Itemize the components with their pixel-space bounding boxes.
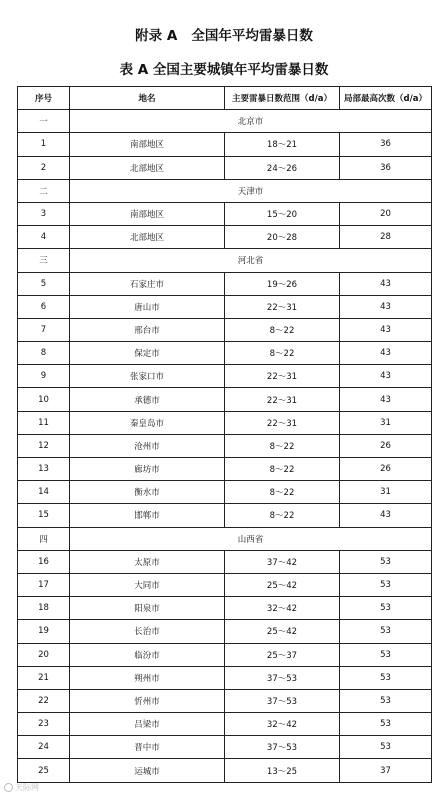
row-local-max: 53: [340, 736, 432, 759]
row-number: 15: [18, 504, 70, 527]
row-local-max: 53: [340, 666, 432, 689]
row-number: 10: [18, 388, 70, 411]
table-row: [18, 318, 432, 341]
row-local-max: 53: [340, 550, 432, 573]
group-number: 一: [18, 110, 70, 133]
row-local-max: 20: [340, 202, 432, 225]
row-number: 25: [18, 759, 70, 782]
row-number: 3: [18, 202, 70, 225]
row-place-name: 临汾市: [70, 643, 225, 666]
watermark-logo-icon: [4, 783, 13, 792]
thunderstorm-days-table: [17, 86, 432, 783]
row-place-name: 北部地区: [70, 226, 225, 249]
row-number: 16: [18, 550, 70, 573]
row-main-range: 8～22: [225, 342, 340, 365]
row-number: 5: [18, 272, 70, 295]
row-main-range: 25～37: [225, 643, 340, 666]
table-row: [18, 156, 432, 179]
row-number: 8: [18, 342, 70, 365]
row-local-max: 53: [340, 643, 432, 666]
row-place-name: 北部地区: [70, 156, 225, 179]
row-local-max: 31: [340, 411, 432, 434]
table-row: [18, 481, 432, 504]
row-local-max: 53: [340, 573, 432, 596]
row-main-range: 15～20: [225, 202, 340, 225]
row-main-range: 25～42: [225, 620, 340, 643]
table-row: [18, 388, 432, 411]
table-body: [18, 110, 432, 782]
row-number: 18: [18, 597, 70, 620]
row-number: 20: [18, 643, 70, 666]
row-local-max: 26: [340, 458, 432, 481]
row-place-name: 邢台市: [70, 318, 225, 341]
row-number: 9: [18, 365, 70, 388]
table-group-row: [18, 110, 432, 133]
row-number: 19: [18, 620, 70, 643]
group-region-name: 北京市: [70, 110, 432, 133]
row-place-name: 运城市: [70, 759, 225, 782]
row-main-range: 37～53: [225, 689, 340, 712]
row-number: 6: [18, 295, 70, 318]
row-place-name: 秦皇岛市: [70, 411, 225, 434]
row-place-name: 阳泉市: [70, 597, 225, 620]
watermark-text: 天际网: [15, 783, 39, 792]
table-row: [18, 295, 432, 318]
row-place-name: 承德市: [70, 388, 225, 411]
row-number: 12: [18, 434, 70, 457]
watermark: [4, 782, 39, 793]
table-row: [18, 434, 432, 457]
row-place-name: 吕梁市: [70, 713, 225, 736]
row-main-range: 32～42: [225, 597, 340, 620]
table-row: [18, 411, 432, 434]
row-place-name: 南部地区: [70, 202, 225, 225]
row-local-max: 43: [340, 342, 432, 365]
table-row: [18, 713, 432, 736]
row-place-name: 衡水市: [70, 481, 225, 504]
row-local-max: 26: [340, 434, 432, 457]
table-row: [18, 689, 432, 712]
group-number: 四: [18, 527, 70, 550]
table-header-row: [18, 87, 432, 110]
row-main-range: 20～28: [225, 226, 340, 249]
row-place-name: 晋中市: [70, 736, 225, 759]
row-local-max: 43: [340, 272, 432, 295]
table-group-row: [18, 527, 432, 550]
table-row: [18, 620, 432, 643]
row-local-max: 43: [340, 295, 432, 318]
row-place-name: 廊坊市: [70, 458, 225, 481]
row-place-name: 太原市: [70, 550, 225, 573]
row-number: 7: [18, 318, 70, 341]
row-place-name: 长治市: [70, 620, 225, 643]
group-region-name: 河北省: [70, 249, 432, 272]
row-number: 4: [18, 226, 70, 249]
table-row: [18, 666, 432, 689]
table-row: [18, 272, 432, 295]
row-number: 14: [18, 481, 70, 504]
group-number: 三: [18, 249, 70, 272]
row-main-range: 8～22: [225, 458, 340, 481]
row-number: 22: [18, 689, 70, 712]
row-local-max: 36: [340, 133, 432, 156]
row-main-range: 8～22: [225, 481, 340, 504]
row-number: 24: [18, 736, 70, 759]
row-local-max: 37: [340, 759, 432, 782]
row-number: 2: [18, 156, 70, 179]
row-main-range: 22～31: [225, 365, 340, 388]
row-main-range: 22～31: [225, 411, 340, 434]
table-row: [18, 365, 432, 388]
table-row: [18, 504, 432, 527]
row-place-name: 石家庄市: [70, 272, 225, 295]
table-row: [18, 550, 432, 573]
table-row: [18, 573, 432, 596]
group-region-name: 天津市: [70, 179, 432, 202]
row-main-range: 19～26: [225, 272, 340, 295]
row-main-range: 22～31: [225, 295, 340, 318]
table-row: [18, 597, 432, 620]
row-main-range: 37～53: [225, 736, 340, 759]
header-place-name: 地名: [70, 87, 225, 110]
table-row: [18, 643, 432, 666]
row-local-max: 43: [340, 388, 432, 411]
table-row: [18, 342, 432, 365]
row-main-range: 37～42: [225, 550, 340, 573]
table-row: [18, 759, 432, 782]
row-local-max: 43: [340, 365, 432, 388]
row-main-range: 22～31: [225, 388, 340, 411]
row-place-name: 朔州市: [70, 666, 225, 689]
row-place-name: 南部地区: [70, 133, 225, 156]
row-local-max: 31: [340, 481, 432, 504]
row-local-max: 53: [340, 689, 432, 712]
group-region-name: 山西省: [70, 527, 432, 550]
row-main-range: 18～21: [225, 133, 340, 156]
row-place-name: 保定市: [70, 342, 225, 365]
row-main-range: 32～42: [225, 713, 340, 736]
row-place-name: 唐山市: [70, 295, 225, 318]
row-place-name: 沧州市: [70, 434, 225, 457]
header-main-range: 主要雷暴日数范围（d/a）: [225, 87, 340, 110]
row-place-name: 张家口市: [70, 365, 225, 388]
row-local-max: 53: [340, 620, 432, 643]
table-row: [18, 133, 432, 156]
table-group-row: [18, 179, 432, 202]
row-main-range: 8～22: [225, 434, 340, 457]
table-row: [18, 736, 432, 759]
row-local-max: 53: [340, 597, 432, 620]
row-local-max: 53: [340, 713, 432, 736]
row-local-max: 28: [340, 226, 432, 249]
row-number: 11: [18, 411, 70, 434]
row-number: 23: [18, 713, 70, 736]
row-place-name: 忻州市: [70, 689, 225, 712]
row-main-range: 25～42: [225, 573, 340, 596]
row-local-max: 36: [340, 156, 432, 179]
row-main-range: 37～53: [225, 666, 340, 689]
row-local-max: 43: [340, 504, 432, 527]
row-main-range: 8～22: [225, 504, 340, 527]
row-place-name: 邯郸市: [70, 504, 225, 527]
table-row: [18, 226, 432, 249]
group-number: 二: [18, 179, 70, 202]
row-number: 21: [18, 666, 70, 689]
row-number: 1: [18, 133, 70, 156]
header-number: 序号: [18, 87, 70, 110]
table-group-row: [18, 249, 432, 272]
row-main-range: 8～22: [225, 318, 340, 341]
table-row: [18, 458, 432, 481]
header-local-max: 局部最高次数（d/a）: [340, 87, 432, 110]
row-number: 13: [18, 458, 70, 481]
row-main-range: 24～26: [225, 156, 340, 179]
row-number: 17: [18, 573, 70, 596]
row-place-name: 大同市: [70, 573, 225, 596]
row-main-range: 13～25: [225, 759, 340, 782]
table-title: 表 A 全国主要城镇年平均雷暴日数: [119, 62, 329, 78]
appendix-title: 附录 A 全国年平均雷暴日数: [135, 28, 313, 44]
table-row: [18, 202, 432, 225]
row-local-max: 43: [340, 318, 432, 341]
